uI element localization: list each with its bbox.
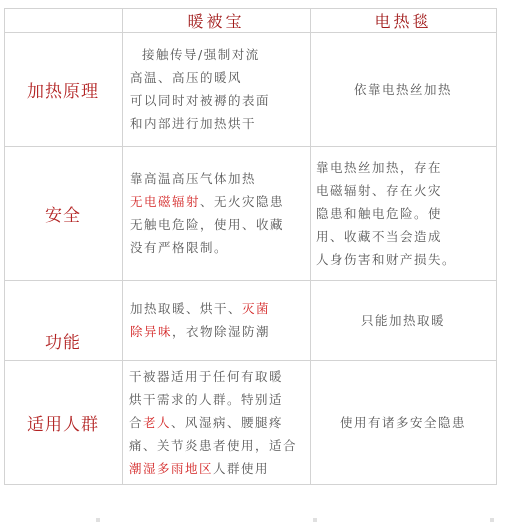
table-border-bottom [4, 484, 497, 485]
text-line [130, 320, 302, 343]
text-span: 人群使用 [213, 460, 270, 476]
row-label-function: 功能 [45, 332, 81, 353]
text-span: ，衣物除湿防潮 [172, 324, 271, 339]
row-label-safety: 安全 [45, 205, 81, 226]
decorative-dot [96, 518, 100, 522]
text-line: 烘干需求的人群。特别适 [129, 391, 284, 407]
header-col-diantan: 电热毯 [374, 11, 432, 31]
highlight-text: 无电磁辐射 [130, 194, 201, 209]
text-span: 加热取暖、烘干、 [130, 301, 243, 316]
text-line: 高温、高压的暖风 [130, 70, 243, 85]
text-line: 和内部进行加热烘干 [130, 116, 257, 131]
text-line: 电磁辐射、存在火灾 [316, 182, 443, 198]
text-line: 痛、关节炎患者使用，适合 [129, 437, 298, 453]
header-col-nuanbeibao: 暖被宝 [187, 11, 245, 31]
text-line: 靠电热丝加热，存在 [316, 159, 443, 175]
highlight-text: 潮湿多雨地区 [129, 460, 214, 476]
decorative-dot [490, 518, 494, 522]
text-line: 干被器适用于任何有取暖 [129, 368, 284, 384]
row-label-heating-principle: 加热原理 [27, 81, 99, 102]
highlight-text: 除异味 [130, 324, 173, 339]
text-line: 用、收藏不当会造成 [316, 228, 443, 244]
text-line [129, 457, 309, 480]
text-line: 靠高温高压气体加热 [130, 171, 257, 186]
decorative-dot [313, 518, 317, 522]
text-span: 、风湿病、腰腿疼 [171, 414, 284, 430]
cell-principle-right: 依靠电热丝加热 [353, 81, 452, 97]
cell-people-right: 使用有诸多安全隐患 [339, 414, 466, 430]
text-line [129, 411, 309, 434]
text-line: 没有严格限制。 [130, 240, 229, 255]
cell-principle-left [122, 32, 310, 146]
text-span: 合 [129, 414, 144, 430]
text-line [130, 297, 302, 320]
cell-people-left [122, 360, 310, 484]
text-line [130, 190, 302, 213]
text-line: 接触传导/强制对流 [142, 47, 260, 62]
text-line: 人身伤害和财产损失。 [316, 251, 457, 267]
cell-function-left [122, 280, 310, 360]
row-label-applicable-people: 适用人群 [27, 414, 99, 435]
comparison-table [4, 8, 497, 485]
cell-function-right: 只能加热取暖 [360, 312, 445, 328]
table-border-right [496, 8, 497, 485]
cell-safety-right [310, 146, 496, 280]
text-line: 可以同时对被褥的表面 [130, 93, 271, 108]
text-line: 隐患和触电危险。使 [316, 205, 443, 221]
highlight-text: 灭菌 [242, 301, 271, 316]
cell-safety-left [122, 146, 310, 280]
text-line: 无触电危险，使用、收藏 [130, 217, 285, 232]
text-span: 、无火灾隐患 [200, 194, 285, 209]
highlight-text: 老人 [143, 414, 172, 430]
